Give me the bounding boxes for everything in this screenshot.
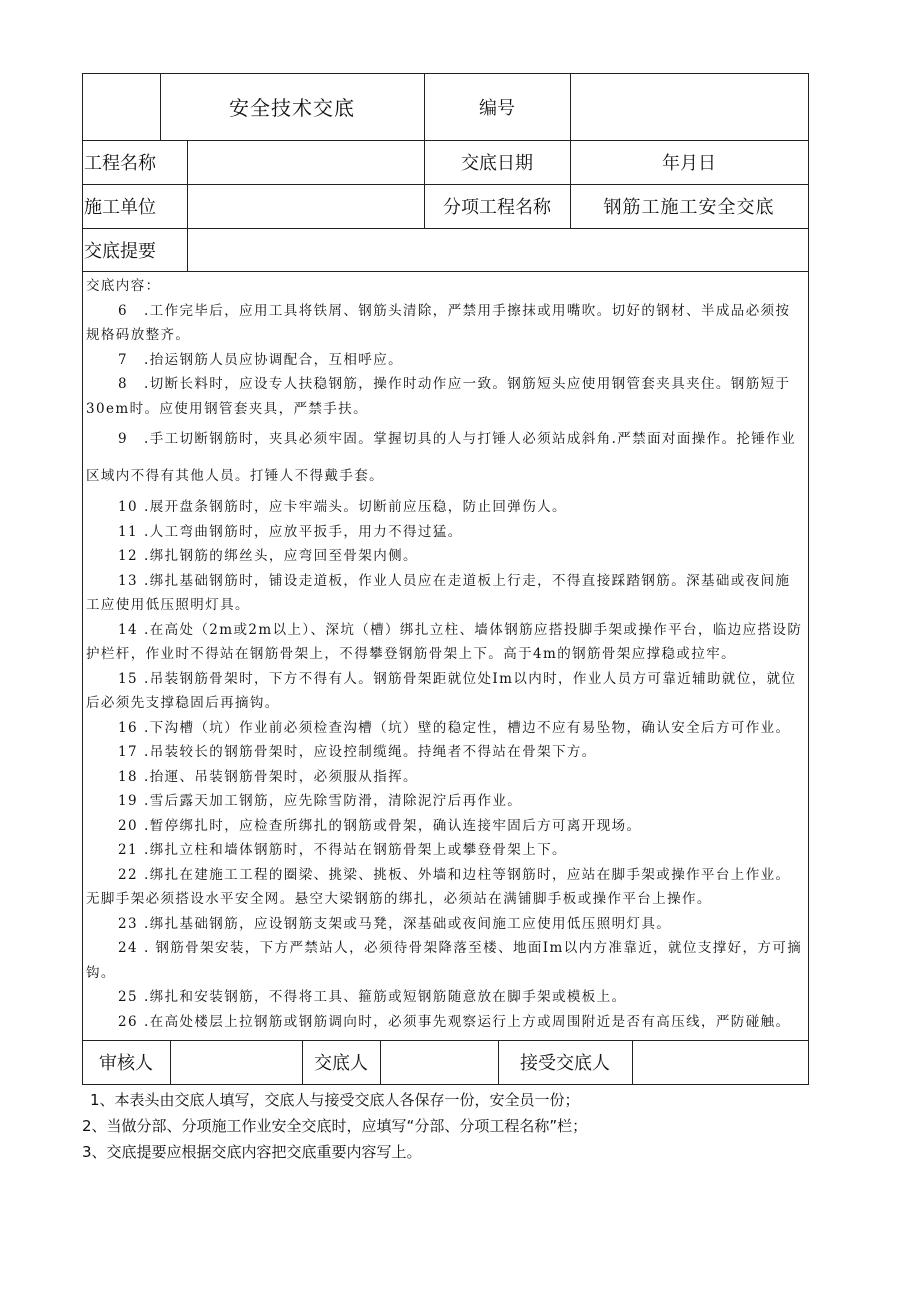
item-number: 17: [118, 744, 138, 760]
item-number: 24: [118, 940, 138, 956]
note: 2、当做分部、分项施工作业安全交底时，应填写“分部、分项工程名称”栏；: [82, 1117, 588, 1135]
summary-label: 交底提要: [84, 240, 156, 262]
item-number: 8: [118, 376, 128, 392]
divider: [82, 271, 809, 272]
item-number: 18: [118, 768, 138, 785]
construction-unit-label: 施工单位: [84, 197, 156, 218]
date-field[interactable]: 年月日: [662, 153, 716, 174]
briefing-item: [86, 838, 804, 863]
item-number: 6: [118, 302, 128, 319]
briefing-item: [86, 789, 804, 814]
item-text: .绑扎钢筋的绑丝头，应弯回至骨架内侧。: [144, 548, 418, 564]
briefing-item: [86, 372, 804, 421]
item-text: .在高处（2m或2m以上）、深坑（槽）绑扎立柱、墙体钢筋应搭投脚手架或操作平台，临边应搭设防护栏杆，作业时不得站在钢筋骨架上，不得攀登钢筋骨架上下。高于4m的钢筋骨架应撑稳或拉牢。: [86, 621, 803, 662]
item-number: 9: [118, 431, 128, 447]
item-number: 26: [118, 1013, 138, 1030]
item-text: . 钢筋骨架安装，下方严禁站人，必须待骨架降落至楼、地面Im以内方准靠近，就位支撑好，方可摘钩。: [86, 940, 803, 981]
project-name-field[interactable]: [187, 140, 424, 184]
item-text: .展开盘条钢筋时，应卡牢端头。切断前应压稳，防止回弹伤人。: [144, 499, 567, 515]
item-text: .吊装钢筋骨架时，下方不得有人。钢筋骨架距就位处Im以内时，作业人员方可靠近辅助就位，就位后必须先支撑稳固后再摘钩。: [86, 670, 797, 711]
briefing-item: [86, 985, 804, 1010]
briefing-item: [86, 667, 804, 716]
item-text: .在高处楼层上拉钢筋或钢筋调向时，必须事先观察运行上方或周围附近是否有高压线，严防碰触。: [144, 1013, 791, 1030]
item-number: 19: [118, 793, 138, 809]
item-text: .抬运钢筋人员应协调配合，互相呼应。: [144, 351, 403, 368]
item-number: 16: [118, 719, 138, 736]
briefing-item: [86, 348, 804, 373]
item-text: .下沟槽（坑）作业前必须检查沟槽（坑）壁的稳定性，槽边不应有易坠物，确认安全后方可作业。: [144, 719, 791, 736]
item-number: 21: [118, 842, 138, 858]
item-text: .绑扎和安装钢筋，不得将工具、箍筋或短钢筋随意放在脚手架或模板上。: [144, 989, 627, 1005]
item-text: .绑扎基础钢筋，应设钢筋支架或马凳，深基础或夜间施工应使用低压照明灯具。: [144, 915, 672, 932]
briefing-item: [86, 495, 804, 520]
briefing-content: [86, 274, 804, 1034]
number-field[interactable]: [570, 73, 808, 140]
item-text: .绑扎在建施工工程的圈梁、挑梁、挑板、外墙和边柱等钢筋时，应站在脚手架或操作平台上作业。无脚手架必须搭设水平安全网。悬空大梁钢筋的绑扎，必须站在满铺脚手板或操作平台上操作。: [86, 866, 791, 907]
item-number: 10: [118, 499, 138, 515]
item-text: .手工切断钢筋时，夹具必须牢固。掌握切具的人与打锤人必须站成斜角.严禁面对面操作。抡锤作业区域内不得有其他人员。打锤人不得戴手套。: [86, 431, 797, 484]
briefing-item: [86, 618, 804, 667]
item-text: .工作完毕后，应用工具将铁屑、钢筋头清除，严禁用手擦抹或用嘴吹。切好的钢材、半成品必须按规格码放整齐。: [86, 302, 791, 343]
item-number: 12: [118, 548, 138, 564]
project-name-label: 工程名称: [84, 153, 156, 174]
item-number: 20: [118, 817, 138, 834]
item-text: .抬運、吊装钢筋骨架时，必须服从指挥。: [144, 768, 418, 785]
briefing-item: [86, 299, 804, 348]
item-number: 22: [118, 866, 138, 883]
briefing-item: [86, 814, 804, 839]
sub-project-label: 分项工程名称: [443, 197, 551, 218]
item-text: .切断长料时，应设专人扶稳钢筋，操作时动作应一致。钢筋短头应使用钢管套夹具夹住。钢筋短于30em时。应使用钢管套夹具，严禁手扶。: [86, 376, 791, 417]
briefing-item: [86, 765, 804, 790]
briefing-item: [86, 421, 804, 495]
date-label: 交底日期: [461, 153, 533, 174]
briefing-item: [86, 520, 804, 545]
content-heading: 交底内容：: [86, 278, 161, 294]
item-number: 13: [118, 572, 138, 589]
reviewer-label: 审核人: [99, 1053, 153, 1074]
number-label: 编号: [479, 97, 515, 119]
item-text: .人工弯曲钢筋时，应放平扳手，用力不得过猛。: [144, 523, 463, 540]
item-number: 14: [118, 621, 138, 638]
item-text: .绑扎基础钢筋时，铺设走道板，作业人员应在走道板上行走，不得直接踩踏钢筋。深基础或夜间施工应使用低压照明灯具。: [86, 572, 791, 613]
item-number: 25: [118, 989, 138, 1005]
construction-unit-field[interactable]: [187, 184, 424, 228]
briefing-item: [86, 716, 804, 741]
briefing-item: [86, 544, 804, 569]
form-title: 安全技术交底: [229, 96, 355, 120]
item-text: .绑扎立柱和墙体钢筋时，不得站在钢筋骨架上或攀登骨架上下。: [144, 842, 567, 858]
presenter-label: 交底人: [314, 1053, 368, 1074]
reviewer-field[interactable]: [170, 1040, 302, 1084]
item-text: .暂停绑扎时，应检查所绑扎的钢筋或骨架，确认连接牢固后方可离开现场。: [144, 817, 642, 834]
summary-field[interactable]: [187, 228, 808, 271]
briefing-item: [86, 740, 804, 765]
presenter-field[interactable]: [380, 1040, 498, 1084]
note: 3、交底提要应根据交底内容把交底重要内容写上。: [82, 1143, 422, 1161]
item-number: 11: [118, 523, 138, 540]
footnotes: [82, 1087, 587, 1165]
note: 1、本表头由交底人填写，交底人与接受交底人各保存一份，安全员一份；: [90, 1091, 580, 1109]
briefing-item: [86, 1010, 804, 1035]
briefing-item: [86, 936, 804, 985]
briefing-item: [86, 912, 804, 937]
item-number: 23: [118, 915, 138, 932]
item-number: 15: [118, 670, 138, 687]
sub-project-field[interactable]: 钢筋工施工安全交底: [603, 197, 775, 218]
receiver-field[interactable]: [632, 1040, 808, 1084]
briefing-item: [86, 863, 804, 912]
item-text: .雪后露天加工钢筋，应先除雪防滑，清除泥泞后再作业。: [144, 793, 523, 809]
briefing-item: [86, 569, 804, 618]
item-number: 7: [118, 351, 128, 368]
item-text: .吊装较长的钢筋骨架时，应设控制缆绳。持绳者不得站在骨架下方。: [144, 744, 597, 760]
receiver-label: 接受交底人: [520, 1053, 610, 1074]
